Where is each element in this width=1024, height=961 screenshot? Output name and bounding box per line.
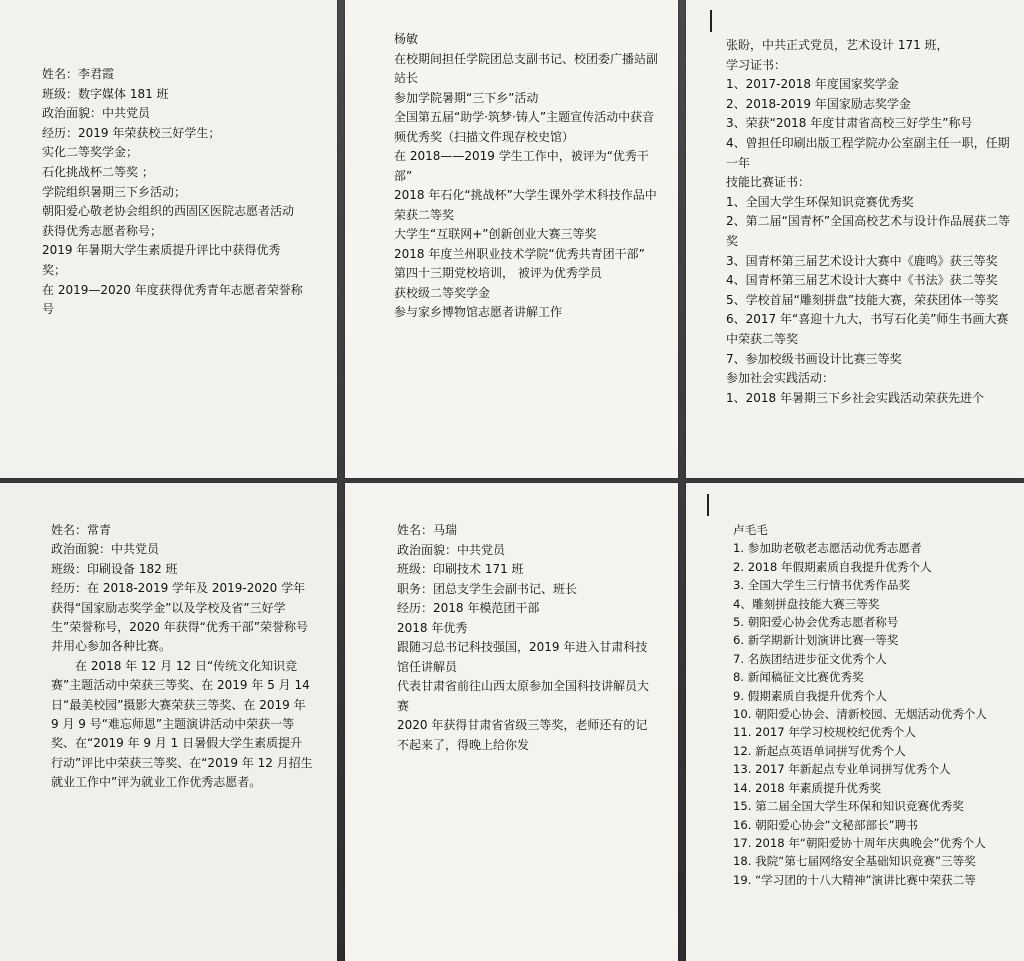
- politics-line: 政治面貌：中共党员: [51, 542, 160, 557]
- text-line: 大学生“互联网+”创新创业大赛三等奖: [394, 227, 597, 241]
- name-line: 姓名：李君霞: [42, 67, 115, 81]
- list-item: 1. 参加助老敬老志愿活动优秀志愿者: [733, 541, 922, 556]
- list-item: 5. 朝阳爱心协会优秀志愿者称号: [733, 615, 899, 630]
- text-line: 1、2018 年暑期三下乡社会实践活动荣获先进个: [726, 390, 984, 405]
- text-line: 代表甘肃省前往山西太原参加全国科技讲解员大赛: [397, 679, 650, 713]
- pen-mark: [710, 10, 712, 32]
- text-line: 参与家乡博物馆志愿者讲解工作: [394, 305, 563, 319]
- list-item: 12. 新起点英语单词拼写优秀个人: [733, 743, 906, 758]
- text-line: 2018 年优秀: [397, 620, 468, 635]
- sheet-text: [42, 65, 304, 320]
- section-heading: 技能比赛证书：: [726, 175, 811, 190]
- list-item: 16. 朝阳爱心协会“文秘部部长”聘书: [733, 817, 918, 832]
- text-line: 全国第五届“助学·筑梦·铸人”主题宣传活动中获音频优秀奖（扫描文件现存校史馆）: [394, 110, 655, 144]
- list-item: 17. 2018 年“朝阳爱协十周年庆典晚会”优秀个人: [733, 835, 986, 850]
- name-line: 张盼，中共正式党员，艺术设计 171 班，: [726, 38, 949, 52]
- text-line: 1、2017-2018 年度国家奖学金: [726, 77, 899, 92]
- text-line: 4、曾担任印刷出版工程学院办公室副主任一职，任期一年: [726, 135, 1010, 170]
- experience-line: 经历：2018 年模范团干部: [397, 601, 540, 615]
- text-line: 2020 年获得甘肃省省级三等奖，老师还有的记不起来了，得晚上给你发: [397, 718, 648, 752]
- name-line: 卢毛毛: [733, 523, 768, 537]
- sheet-zhang-pan: [686, 0, 1024, 478]
- politics-line: 政治面貌：中共党员: [42, 106, 151, 121]
- list-item: 6. 新学期新计划演讲比赛一等奖: [733, 633, 899, 648]
- name-line: 杨敏: [394, 32, 419, 46]
- text-line: 在校期间担任学院团总支副书记、校团委广播站副站长: [394, 51, 659, 85]
- sheet-text: [51, 521, 313, 793]
- position-line: 职务：团总支学生会副书记、班长: [397, 581, 578, 596]
- name-line: 姓名：马瑞: [397, 523, 458, 537]
- section-heading: 学习证书：: [726, 57, 787, 72]
- text-line: 实化二等奖学金；: [42, 145, 139, 160]
- text-line: 在 2018——2019 学生工作中，被评为“优秀干部”: [394, 149, 649, 183]
- name-line: 姓名：常青: [51, 523, 112, 537]
- list-item: 7. 名族团结进步征文优秀个人: [733, 651, 887, 666]
- text-line: 5、学校首届“雕刻拼盘”技能大赛，荣获团体一等奖: [726, 292, 999, 307]
- list-item: 4、雕刻拼盘技能大赛三等奖: [733, 596, 880, 611]
- list-item: 19. “学习团的十八大精神”演讲比赛中荣获二等: [733, 872, 976, 887]
- section-heading: 参加社会实践活动：: [726, 371, 835, 386]
- text-line: 1、全国大学生环保知识竞赛优秀奖: [726, 194, 914, 209]
- text-line: 2018 年度兰州职业技术学院“优秀共青团干部”: [394, 246, 645, 261]
- sheet-text: [726, 36, 1016, 408]
- sheet-text: [394, 30, 662, 323]
- text-line: 朝阳爱心敬老协会组织的西固区医院志愿者活动获得优秀志愿者称号；: [42, 204, 295, 238]
- text-line: 参加学院暑期“三下乡”活动: [394, 90, 539, 105]
- sheet-text: [733, 521, 1018, 889]
- text-line: 2、第二届“国青杯”全国高校艺术与设计作品展获二等奖: [726, 214, 1011, 248]
- text-line: 学院组织暑期三下乡活动；: [42, 184, 187, 199]
- text-line: 3、荣获“2018 年度甘肃省高校三好学生”称号: [726, 116, 973, 131]
- text-line: 跟随习总书记科技强国，2019 年进入甘肃科技馆任讲解员: [397, 640, 648, 674]
- text-line: 4、国青杯第三届艺术设计大赛中《书法》获二等奖: [726, 273, 998, 288]
- text-line: 石化挑战杯二等奖 ；: [42, 164, 154, 179]
- list-item: 8. 新闻稿征文比赛优秀奖: [733, 670, 864, 685]
- paragraph: 在 2018 年 12 月 12 日“传统文化知识竞赛”主题活动中荣获三等奖、在 2019 年 5 月 14 日“最美校园”摄影大赛荣获三等奖、在 2019 年 9 月 9 号“难忘师恩”主题演讲活动中荣获一等奖、在“2019 年 9 月 1 日暑假大学生素质提升行动”评比中荣获三等奖、在“2019 年 12 月招生就业工作中”评为就业工作优秀志愿者。: [51, 658, 313, 790]
- list-item: 9. 假期素质自我提升优秀个人: [733, 688, 887, 703]
- experience-line: 经历：2019 年荣获校三好学生；: [42, 125, 221, 140]
- text-line: 2019 年暑期大学生素质提升评比中获得优秀奖；: [42, 243, 281, 277]
- text-line: 7、参加校级书画设计比赛三等奖: [726, 351, 902, 366]
- list-item: 10. 朝阳爱心协会、清新校园、无烟活动优秀个人: [733, 707, 987, 722]
- sheet-yang-min: [345, 0, 678, 478]
- class-line: 班级：数字媒体 181 班: [42, 86, 169, 101]
- politics-line: 政治面貌：中共党员: [397, 542, 506, 557]
- sheet-li-junxia: [0, 0, 337, 478]
- text-line: 2、2018-2019 年国家励志奖学金: [726, 96, 911, 111]
- text-line: 3、国青杯第三届艺术设计大赛中《鹿鸣》获三等奖: [726, 253, 998, 268]
- text-line: 获校级二等奖学金: [394, 285, 491, 300]
- text-line: 2018 年石化“挑战杯”大学生课外学术科技作品中荣获二等奖: [394, 188, 657, 222]
- list-item: 14. 2018 年素质提升优秀奖: [733, 780, 882, 795]
- class-line: 班级：印刷技术 171 班: [397, 562, 524, 576]
- sheet-chang-qing: [0, 483, 337, 961]
- class-line: 班级：印刷设备 182 班: [51, 561, 178, 576]
- list-item: 13. 2017 年新起点专业单词拼写优秀个人: [733, 762, 951, 777]
- pen-mark: [707, 494, 709, 516]
- list-item: 3. 全国大学生三行情书优秀作品奖: [733, 578, 911, 593]
- list-item: 11. 2017 年学习校规校纪优秀个人: [733, 725, 916, 740]
- list-item: 18. 我院“第七届网络安全基础知识竞赛”三等奖: [733, 854, 976, 869]
- sheet-text: [397, 521, 659, 755]
- list-item: 2. 2018 年假期素质自我提升优秀个人: [733, 559, 932, 574]
- text-line: 在 2019—2020 年度获得优秀青年志愿者荣誉称号: [42, 282, 303, 317]
- experience-line: 经历：在 2018-2019 学年及 2019-2020 学年获得“国家励志奖学金”以及学校及省”三好学生”荣誉称号，2020 年获得“优秀干部”荣誉称号并用心参加各种比赛。: [51, 581, 309, 654]
- sheet-ma-rui: [345, 483, 678, 961]
- list-item: 15. 第二届全国大学生环保和知识竞赛优秀奖: [733, 799, 964, 814]
- sheet-lu-maomao: [686, 483, 1024, 961]
- text-line: 第四十三期党校培训， 被评为优秀学员: [394, 266, 602, 280]
- text-line: 6、2017 年“喜迎十九大，书写石化美”师生书画大赛中荣获二等奖: [726, 312, 1009, 346]
